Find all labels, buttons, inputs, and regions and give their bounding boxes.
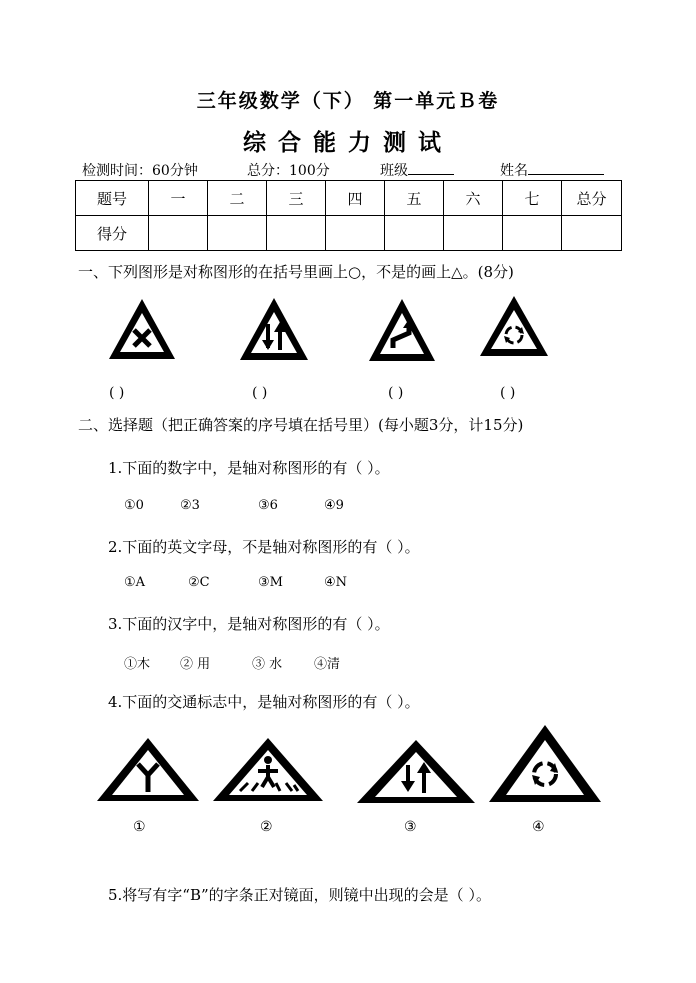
score-cell[interactable] — [149, 216, 208, 251]
score-cell[interactable] — [562, 216, 622, 251]
roundabout-sign-icon — [478, 294, 550, 358]
page-title: 综合能力测试 — [243, 129, 453, 156]
option: ①A — [124, 575, 146, 590]
option: ②3 — [180, 498, 200, 513]
table-cell: 七 — [503, 181, 562, 216]
two-way-traffic-sign-icon — [356, 739, 476, 805]
option: ②C — [188, 575, 210, 590]
score-table — [75, 180, 622, 251]
section1-heading: 一、下列图形是对称图形的在括号里画上○，不是的画上△。(8分) — [78, 263, 514, 281]
pedestrian-crossing-sign-icon — [212, 737, 324, 803]
table-row — [76, 181, 622, 216]
score-cell[interactable] — [208, 216, 267, 251]
name-field — [500, 160, 604, 180]
question-2: 2.下面的英文字母，不是轴对称图形的有（ ）。 — [108, 538, 420, 556]
answer-blank[interactable]: ( ) — [109, 385, 125, 401]
option: ③6 — [258, 498, 278, 513]
option: ③ 水 — [252, 657, 283, 672]
option: ④9 — [324, 498, 344, 513]
score-cell[interactable] — [326, 216, 385, 251]
answer-blank[interactable]: ( ) — [252, 385, 268, 401]
table-cell: 一 — [149, 181, 208, 216]
table-cell: 三 — [267, 181, 326, 216]
option: ①木 — [124, 657, 151, 672]
sign-label: ② — [260, 819, 273, 835]
sign-label: ③ — [404, 819, 417, 835]
option: ② 用 — [180, 657, 211, 672]
score-cell[interactable] — [444, 216, 503, 251]
question-3: 3.下面的汉字中，是轴对称图形的有（ ）。 — [108, 615, 390, 633]
class-field — [380, 160, 454, 180]
table-cell: 题号 — [76, 181, 149, 216]
score-cell[interactable] — [267, 216, 326, 251]
answer-blank[interactable]: ( ) — [500, 385, 516, 401]
table-cell: 六 — [444, 181, 503, 216]
option: ④N — [324, 575, 348, 590]
question-1: 1.下面的数字中，是轴对称图形的有（ ）。 — [108, 459, 390, 477]
option: ④清 — [314, 657, 341, 672]
question-4: 4.下面的交通标志中，是轴对称图形的有（ ）。 — [108, 693, 420, 711]
score-cell[interactable] — [503, 216, 562, 251]
roundabout-sign-icon — [488, 724, 602, 804]
name-label: 姓名 — [500, 163, 528, 179]
y-junction-sign-icon — [96, 737, 200, 803]
answer-blank[interactable]: ( ) — [388, 385, 404, 401]
cross-road-sign-icon — [107, 297, 177, 361]
table-row — [76, 216, 622, 251]
class-label: 班级 — [380, 163, 408, 179]
sign-label: ④ — [532, 819, 545, 835]
table-cell: 二 — [208, 181, 267, 216]
score-cell[interactable] — [385, 216, 444, 251]
subtitle: 三年级数学（下） 第一单元Ｂ卷 — [196, 90, 500, 112]
two-way-traffic-sign-icon — [238, 296, 310, 362]
option: ③M — [258, 575, 283, 590]
table-cell: 总分 — [562, 181, 622, 216]
time-info: 检测时间：60分钟 — [82, 163, 198, 179]
question-5: 5.将写有字“B”的字条正对镜面，则镜中出现的会是（ ）。 — [108, 886, 491, 904]
section2-heading: 二、选择题（把正确答案的序号填在括号里）(每小题3分，计15分) — [78, 416, 524, 434]
curve-road-sign-icon — [367, 297, 437, 363]
option: ①0 — [124, 498, 144, 513]
sign-label: ① — [133, 819, 146, 835]
table-cell: 五 — [385, 181, 444, 216]
total-info: 总分：100分 — [247, 163, 330, 179]
table-cell: 四 — [326, 181, 385, 216]
table-cell: 得分 — [76, 216, 149, 251]
